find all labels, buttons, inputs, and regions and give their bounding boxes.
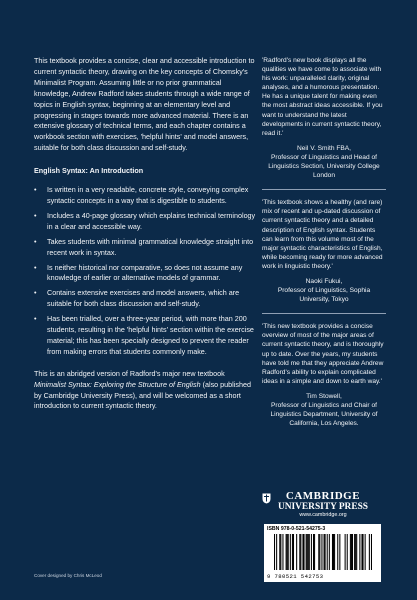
barcode-bar (345, 534, 346, 570)
barcode-bar (286, 534, 287, 570)
barcode-bar (359, 534, 360, 570)
barcode-bar (334, 534, 335, 570)
barcode-bar (319, 534, 320, 570)
barcode-bar (306, 534, 307, 570)
list-item (34, 211, 256, 233)
barcode-digits: 9 780521 542753 (267, 573, 324, 580)
list-item (34, 185, 256, 207)
review-affiliation: Professor of Linguistics and Chair of Linguistics Department, University of California, Los Angeles. (270, 402, 378, 428)
barcode-bar (302, 534, 303, 570)
bullet-icon: • (34, 262, 37, 272)
barcode-bar (309, 534, 310, 570)
publisher-url[interactable]: www.cambridge.org (299, 512, 347, 518)
barcode-bar (293, 534, 294, 570)
barcode-bar (350, 534, 351, 570)
abridged-note-post: (also published by Cambridge University Press), and will be welcomed as a short introduction to current syntactic theory. (34, 379, 251, 411)
barcode-image (274, 534, 372, 570)
list-item-text: Is neither historical nor comparative, so does not assume any knowledge of earlier or alternative models of grammar. (47, 262, 243, 283)
barcode-bar (288, 534, 289, 570)
barcode-bar (355, 534, 356, 570)
isbn-label: ISBN 978-0-521-54275-3 (267, 526, 326, 532)
bullet-icon: • (34, 314, 37, 324)
review-quote: 'This textbook shows a healthy (and rare) mix of recent and up-dated discussion of current syntactic theory and a detailed description of English syntax. Students can learn from this volume most of the major syntactic characteristics of English, while becoming ready for more advanced work in linguistic theory.' (262, 199, 383, 270)
barcode-bar (352, 534, 353, 570)
review-author: Tim Stowell, (306, 392, 342, 400)
publisher-press: UNIVERSITY PRESS (277, 502, 369, 512)
barcode-bar (296, 534, 297, 570)
list-item (34, 288, 256, 310)
review-attribution (262, 277, 386, 304)
list-item-text: Contains extensive exercises and model answers, which are suitable for both class discussion and self-study. (47, 288, 240, 309)
barcode-bar (304, 534, 305, 570)
intro-paragraph: This textbook provides a concise, clear and accessible introduction to current syntactic theory, drawing on the key concepts of Chomsky's Minimalist Program. Assuming little or no prior grammatical knowledge, Andrew Radford takes students through a wide range of topics in English syntax, beginning at an elementary level and progressing in stages towards more advanced material. There is an extensive glossary of technical terms, and each chapter contains a workbook section with exercises, 'helpful hints' and model answers, suitable for both class discussion and self-study. (34, 56, 255, 153)
barcode-bar (299, 534, 300, 570)
barcode-bar (290, 534, 291, 570)
bullet-icon: • (34, 185, 37, 195)
description-column (34, 56, 256, 412)
barcode-bar (347, 534, 348, 570)
barcode-bar (371, 534, 372, 570)
review-affiliation: Professor of Linguistics, Sophia University, Tokyo (277, 287, 371, 304)
barcode-bar (318, 534, 319, 570)
abridged-note-pre: This is an abridged version of Radford's major new textbook (34, 368, 225, 378)
barcode-bar (333, 534, 334, 570)
list-item (34, 314, 256, 358)
review-block (262, 56, 386, 180)
barcode-bar (314, 534, 315, 570)
abridged-note (34, 369, 256, 413)
list-item (34, 263, 256, 285)
list-item (34, 237, 256, 259)
barcode-bar (292, 534, 293, 570)
abridged-book-title: Minimalist Syntax: Exploring the Structure of English (34, 379, 201, 389)
barcode-bar (365, 534, 366, 570)
publisher-block (258, 491, 388, 519)
barcode-bar (321, 534, 322, 570)
list-item-text: Takes students with minimal grammatical knowledge straight into recent work in syntax. (47, 236, 254, 257)
barcode-bar (332, 534, 333, 570)
cover-credit: Cover designed by Chris McLeod (34, 573, 102, 578)
barcode-bar (274, 534, 275, 570)
barcode-bar (339, 534, 340, 570)
features-list (34, 185, 256, 358)
review-affiliation: Professor of Linguistics and Head of Linguistics Section, University College London (268, 153, 380, 180)
barcode-panel (264, 524, 381, 582)
bullet-icon: • (34, 288, 37, 298)
review-author: Naoki Fukui, (305, 277, 343, 285)
barcode-bar (280, 534, 281, 570)
barcode-bar (363, 534, 364, 570)
barcode-bar (276, 534, 277, 570)
barcode-bar (329, 534, 330, 570)
barcode-bar (307, 534, 308, 570)
barcode-bar (313, 534, 314, 570)
publisher-name: CAMBRIDGE (285, 490, 361, 502)
list-item-text: Includes a 40-page glossary which explains technical terminology in a clear and accessible way. (47, 210, 256, 231)
divider (262, 313, 386, 314)
list-item-text: Has been trialled, over a three-year period, with more than 200 students, resulting in the 'helpful hints' section within the exercise material; this has been specially designed to prevent the reader from making errors that students commonly make. (47, 314, 254, 356)
review-author: Neil V. Smith FBA, (297, 144, 351, 152)
review-quote: 'This new textbook provides a concise overview of most of the major areas of current syntactic theory, and is thoroughly up to date. Over the years, my students have told me that they appreciate Andrew Radford's ability to explain complicated ideas in a simple and down to earth way.' (262, 323, 384, 385)
features-subheading: English Syntax: An Introduction (34, 166, 144, 176)
review-block (262, 198, 386, 304)
reviews-column (262, 56, 386, 428)
review-attribution (262, 392, 386, 428)
bullet-icon: • (34, 210, 37, 220)
barcode-bar (308, 534, 309, 570)
review-quote: 'Radford's new book displays all the qualities we have come to associate with his work: unparalleled clarity, original analyses, and a humorous presentation. He has a unique talent for making even the most abstract ideas accessible. If you want to understand the latest developments in current syntactic theory, read it.' (262, 57, 383, 137)
barcode-bar (287, 534, 288, 570)
barcode-bar (282, 534, 283, 570)
list-item-text: Is written in a very readable, concrete style, conveying complex syntactic concepts in a way that is digestible to students. (47, 185, 249, 205)
barcode-bar (369, 534, 370, 570)
barcode-bar (354, 534, 355, 570)
barcode-bar (361, 534, 362, 570)
barcode-bar (351, 534, 352, 570)
bullet-icon: • (34, 236, 37, 246)
review-attribution (262, 144, 386, 180)
divider (262, 189, 386, 190)
barcode-bar (356, 534, 357, 570)
barcode-bar (337, 534, 338, 570)
review-block (262, 322, 386, 428)
barcode-bar (311, 534, 312, 570)
barcode-bar (300, 534, 301, 570)
barcode-bar (325, 534, 326, 570)
barcode-bar (279, 534, 280, 570)
barcode-bar (324, 534, 325, 570)
barcode-bar (327, 534, 328, 570)
